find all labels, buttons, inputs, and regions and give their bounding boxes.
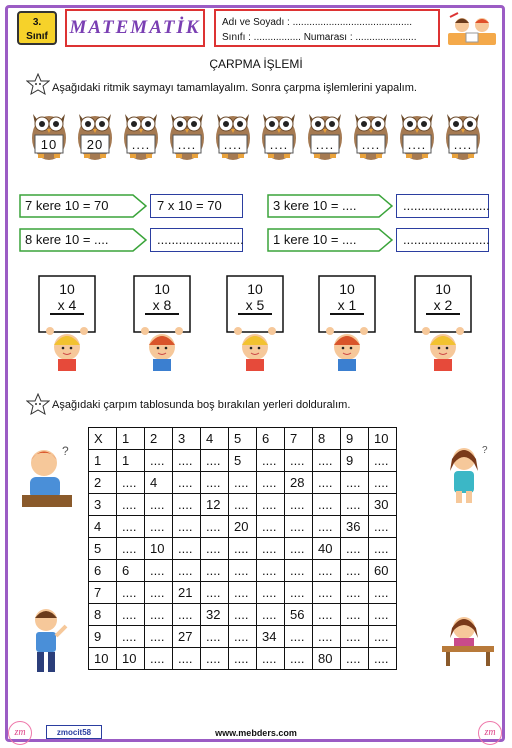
- board-answer-line[interactable]: [145, 313, 179, 315]
- table-cell: 32: [201, 604, 229, 626]
- table-blank-cell[interactable]: ....: [145, 516, 173, 538]
- table-cell: 9: [341, 450, 369, 472]
- table-blank-cell[interactable]: ....: [117, 604, 145, 626]
- table-row-header: 6: [89, 560, 117, 582]
- owl-value[interactable]: ....: [407, 137, 427, 152]
- table-blank-cell[interactable]: ....: [117, 538, 145, 560]
- table-header-cell: X: [89, 428, 117, 450]
- table-blank-cell[interactable]: ....: [145, 648, 173, 670]
- board-answer-line[interactable]: [426, 313, 460, 315]
- table-blank-cell[interactable]: ....: [117, 516, 145, 538]
- table-header-cell: 5: [229, 428, 257, 450]
- equation-text: 7 kere 10 = 70: [25, 198, 109, 213]
- table-cell: 28: [285, 472, 313, 494]
- table-cell: 10: [145, 538, 173, 560]
- table-blank-cell[interactable]: ....: [313, 560, 341, 582]
- table-blank-cell[interactable]: ....: [229, 560, 257, 582]
- board-answer-line[interactable]: [238, 313, 272, 315]
- table-blank-cell[interactable]: ....: [285, 582, 313, 604]
- grade-badge: [17, 11, 57, 45]
- star-icon: [26, 393, 50, 415]
- table-blank-cell[interactable]: ....: [341, 582, 369, 604]
- equation-arrow-3: [19, 228, 147, 252]
- grade-number: 3.: [32, 17, 42, 28]
- board-number-top: 10: [435, 281, 451, 297]
- table-blank-cell[interactable]: ....: [313, 604, 341, 626]
- owl-icon: [260, 108, 298, 162]
- board-number-top: 10: [154, 281, 170, 297]
- table-blank-cell[interactable]: ....: [369, 604, 397, 626]
- table-cell: 34: [257, 626, 285, 648]
- equation-text: 3 kere 10 = ....: [273, 198, 357, 213]
- board-multiplier: x 8: [152, 297, 172, 313]
- table-cell: 60: [369, 560, 397, 582]
- board-multiplier: x 2: [433, 297, 453, 313]
- table-row: [89, 450, 397, 472]
- table-blank-cell[interactable]: ....: [313, 582, 341, 604]
- table-blank-cell[interactable]: ....: [173, 516, 201, 538]
- table-blank-cell[interactable]: ....: [173, 450, 201, 472]
- table-blank-cell[interactable]: ....: [285, 560, 313, 582]
- answer-box-2[interactable]: ........................: [396, 194, 489, 218]
- table-blank-cell[interactable]: ....: [201, 472, 229, 494]
- svg-text:?: ?: [482, 445, 488, 456]
- table-cell: 21: [173, 582, 201, 604]
- table-blank-cell[interactable]: ....: [229, 604, 257, 626]
- star-icon: [26, 73, 50, 95]
- table-blank-cell[interactable]: ....: [285, 494, 313, 516]
- kids-reading-icon: [446, 11, 498, 47]
- table-row-header: 1: [89, 450, 117, 472]
- table-row-header: 7: [89, 582, 117, 604]
- table-blank-cell[interactable]: ....: [285, 538, 313, 560]
- table-cell: 10: [117, 648, 145, 670]
- table-blank-cell[interactable]: ....: [341, 538, 369, 560]
- table-blank-cell[interactable]: ....: [145, 582, 173, 604]
- table-row: [89, 604, 397, 626]
- instruction-rhythmic: Aşağıdaki ritmik saymayı tamamlayalım. Sonra çarpma işlemlerini yapalım.: [52, 82, 417, 94]
- table-blank-cell[interactable]: ....: [369, 450, 397, 472]
- table-row-header: 5: [89, 538, 117, 560]
- table-blank-cell[interactable]: ....: [257, 472, 285, 494]
- board-number-top: 10: [339, 281, 355, 297]
- table-blank-cell[interactable]: ....: [369, 516, 397, 538]
- owl-value[interactable]: ....: [131, 137, 151, 152]
- table-blank-cell[interactable]: ....: [313, 494, 341, 516]
- table-blank-cell[interactable]: ....: [341, 604, 369, 626]
- table-header-cell: 10: [369, 428, 397, 450]
- table-blank-cell[interactable]: ....: [313, 626, 341, 648]
- table-blank-cell[interactable]: ....: [201, 648, 229, 670]
- table-blank-cell[interactable]: ....: [229, 626, 257, 648]
- table-blank-cell[interactable]: ....: [313, 472, 341, 494]
- table-blank-cell[interactable]: ....: [145, 450, 173, 472]
- board-number-top: 10: [247, 281, 263, 297]
- table-cell: 40: [313, 538, 341, 560]
- worksheet-title: ÇARPMA İŞLEMİ: [209, 57, 303, 71]
- table-cell: 20: [229, 516, 257, 538]
- table-row: [89, 494, 397, 516]
- subject-title: MATEMATİK: [69, 17, 201, 38]
- logo-right: zm: [478, 721, 502, 745]
- table-blank-cell[interactable]: ....: [229, 648, 257, 670]
- table-row: [89, 472, 397, 494]
- table-blank-cell[interactable]: ....: [341, 648, 369, 670]
- table-blank-cell[interactable]: ....: [201, 538, 229, 560]
- owl-icon: [30, 108, 68, 162]
- table-blank-cell[interactable]: ....: [229, 538, 257, 560]
- owl-value[interactable]: ....: [269, 137, 289, 152]
- table-cell: 30: [369, 494, 397, 516]
- table-header-row: [89, 428, 397, 450]
- board-answer-line[interactable]: [50, 313, 84, 315]
- table-blank-cell[interactable]: ....: [145, 626, 173, 648]
- table-blank-cell[interactable]: ....: [313, 450, 341, 472]
- table-blank-cell[interactable]: ....: [229, 494, 257, 516]
- waving-boy-icon: [28, 606, 68, 676]
- table-cell: 80: [313, 648, 341, 670]
- answer-box-4[interactable]: ........................: [396, 228, 489, 252]
- site-url[interactable]: www.mebders.com: [215, 728, 297, 738]
- table-header-cell: 6: [257, 428, 285, 450]
- table-blank-cell[interactable]: ....: [229, 582, 257, 604]
- table-blank-cell[interactable]: ....: [369, 582, 397, 604]
- table-blank-cell[interactable]: ....: [257, 560, 285, 582]
- table-row: [89, 648, 397, 670]
- equation-arrow-4: [267, 228, 393, 252]
- table-blank-cell[interactable]: ....: [229, 472, 257, 494]
- table-header-cell: 7: [285, 428, 313, 450]
- multiplication-table: [88, 427, 397, 670]
- table-blank-cell[interactable]: ....: [257, 604, 285, 626]
- owl-icon: [398, 108, 436, 162]
- answer-box-1[interactable]: 7 x 10 = 70: [150, 194, 243, 218]
- table-blank-cell[interactable]: ....: [285, 626, 313, 648]
- table-blank-cell[interactable]: ....: [313, 516, 341, 538]
- thinking-girl-icon: [440, 443, 492, 505]
- table-row: [89, 626, 397, 648]
- table-blank-cell[interactable]: ....: [257, 648, 285, 670]
- board-number-top: 10: [59, 281, 75, 297]
- table-header-cell: 8: [313, 428, 341, 450]
- table-blank-cell[interactable]: ....: [145, 560, 173, 582]
- table-blank-cell[interactable]: ....: [201, 450, 229, 472]
- equation-text: 8 kere 10 = ....: [25, 232, 109, 247]
- board-multiplier: x 4: [57, 297, 77, 313]
- girl-at-desk-icon: [440, 612, 496, 668]
- owl-icon: [168, 108, 206, 162]
- table-cell: 6: [117, 560, 145, 582]
- owl-value[interactable]: ....: [177, 137, 197, 152]
- table-blank-cell[interactable]: ....: [201, 560, 229, 582]
- table-blank-cell[interactable]: ....: [117, 472, 145, 494]
- table-blank-cell[interactable]: ....: [145, 494, 173, 516]
- table-cell: 56: [285, 604, 313, 626]
- table-blank-cell[interactable]: ....: [201, 626, 229, 648]
- table-row-header: 4: [89, 516, 117, 538]
- student-info-box: [214, 9, 440, 47]
- table-blank-cell[interactable]: ....: [257, 450, 285, 472]
- table-row: [89, 560, 397, 582]
- owl-icon: [306, 108, 344, 162]
- instruction-table: Aşağıdaki çarpım tablosunda boş bırakılan yerleri dolduralım.: [52, 399, 351, 411]
- svg-text:?: ?: [62, 444, 69, 458]
- owl-value[interactable]: ....: [223, 137, 243, 152]
- table-cell: 1: [117, 450, 145, 472]
- table-blank-cell[interactable]: ....: [117, 494, 145, 516]
- table-header-cell: 4: [201, 428, 229, 450]
- table-header-cell: 2: [145, 428, 173, 450]
- table-row: [89, 516, 397, 538]
- table-row-header: 8: [89, 604, 117, 626]
- board-multiplier: x 5: [245, 297, 265, 313]
- table-blank-cell[interactable]: ....: [173, 472, 201, 494]
- table-blank-cell[interactable]: ....: [173, 560, 201, 582]
- table-row-header: 9: [89, 626, 117, 648]
- grade-label: Sınıf: [26, 31, 48, 42]
- table-row-header: 2: [89, 472, 117, 494]
- table-cell: 27: [173, 626, 201, 648]
- subject-box: [65, 9, 205, 47]
- table-blank-cell[interactable]: ....: [145, 604, 173, 626]
- table-blank-cell[interactable]: ....: [173, 538, 201, 560]
- table-blank-cell[interactable]: ....: [369, 538, 397, 560]
- thinking-boy-icon: [22, 443, 74, 509]
- answer-box-3[interactable]: ........................: [150, 228, 243, 252]
- table-blank-cell[interactable]: ....: [369, 648, 397, 670]
- table-blank-cell[interactable]: ....: [173, 648, 201, 670]
- table-blank-cell[interactable]: ....: [341, 626, 369, 648]
- owl-value[interactable]: ....: [361, 137, 381, 152]
- table-blank-cell[interactable]: ....: [341, 560, 369, 582]
- owl-icon: [444, 108, 482, 162]
- table-blank-cell[interactable]: ....: [285, 648, 313, 670]
- table-cell: 12: [201, 494, 229, 516]
- owl-icon: [214, 108, 252, 162]
- owl-value: 10: [40, 137, 58, 152]
- table-cell: 4: [145, 472, 173, 494]
- table-blank-cell[interactable]: ....: [285, 516, 313, 538]
- table-blank-cell[interactable]: ....: [257, 516, 285, 538]
- owl-value[interactable]: ....: [453, 137, 473, 152]
- table-blank-cell[interactable]: ....: [117, 626, 145, 648]
- table-blank-cell[interactable]: ....: [257, 582, 285, 604]
- equation-arrow-2: [267, 194, 393, 218]
- logo-left: zm: [8, 721, 32, 745]
- owl-icon: [76, 108, 114, 162]
- table-blank-cell[interactable]: ....: [201, 582, 229, 604]
- table-blank-cell[interactable]: ....: [257, 538, 285, 560]
- board-answer-line[interactable]: [330, 313, 364, 315]
- owl-value: 20: [86, 137, 104, 152]
- table-blank-cell[interactable]: ....: [369, 626, 397, 648]
- name-field[interactable]: Adı ve Soyadı : ...........................................: [222, 17, 413, 28]
- table-blank-cell[interactable]: ....: [173, 494, 201, 516]
- table-blank-cell[interactable]: ....: [117, 582, 145, 604]
- table-blank-cell[interactable]: ....: [201, 516, 229, 538]
- owl-icon: [352, 108, 390, 162]
- class-number-field[interactable]: Sınıfı : ................. Numarası : ......................: [222, 32, 417, 43]
- worksheet-header: [10, 9, 500, 49]
- table-cell: 5: [229, 450, 257, 472]
- table-header-cell: 3: [173, 428, 201, 450]
- table-header-cell: 1: [117, 428, 145, 450]
- table-row-header: 10: [89, 648, 117, 670]
- owl-icon: [122, 108, 160, 162]
- worksheet-code: zmocit58: [46, 725, 102, 739]
- table-row: [89, 538, 397, 560]
- table-blank-cell[interactable]: ....: [173, 604, 201, 626]
- table-blank-cell[interactable]: ....: [341, 494, 369, 516]
- table-blank-cell[interactable]: ....: [369, 472, 397, 494]
- table-cell: 36: [341, 516, 369, 538]
- equation-arrow-1: [19, 194, 147, 218]
- table-row-header: 3: [89, 494, 117, 516]
- table-blank-cell[interactable]: ....: [285, 450, 313, 472]
- table-header-cell: 9: [341, 428, 369, 450]
- equation-text: 1 kere 10 = ....: [273, 232, 357, 247]
- table-blank-cell[interactable]: ....: [257, 494, 285, 516]
- board-multiplier: x 1: [337, 297, 357, 313]
- table-blank-cell[interactable]: ....: [341, 472, 369, 494]
- table-row: [89, 582, 397, 604]
- owl-value[interactable]: ....: [315, 137, 335, 152]
